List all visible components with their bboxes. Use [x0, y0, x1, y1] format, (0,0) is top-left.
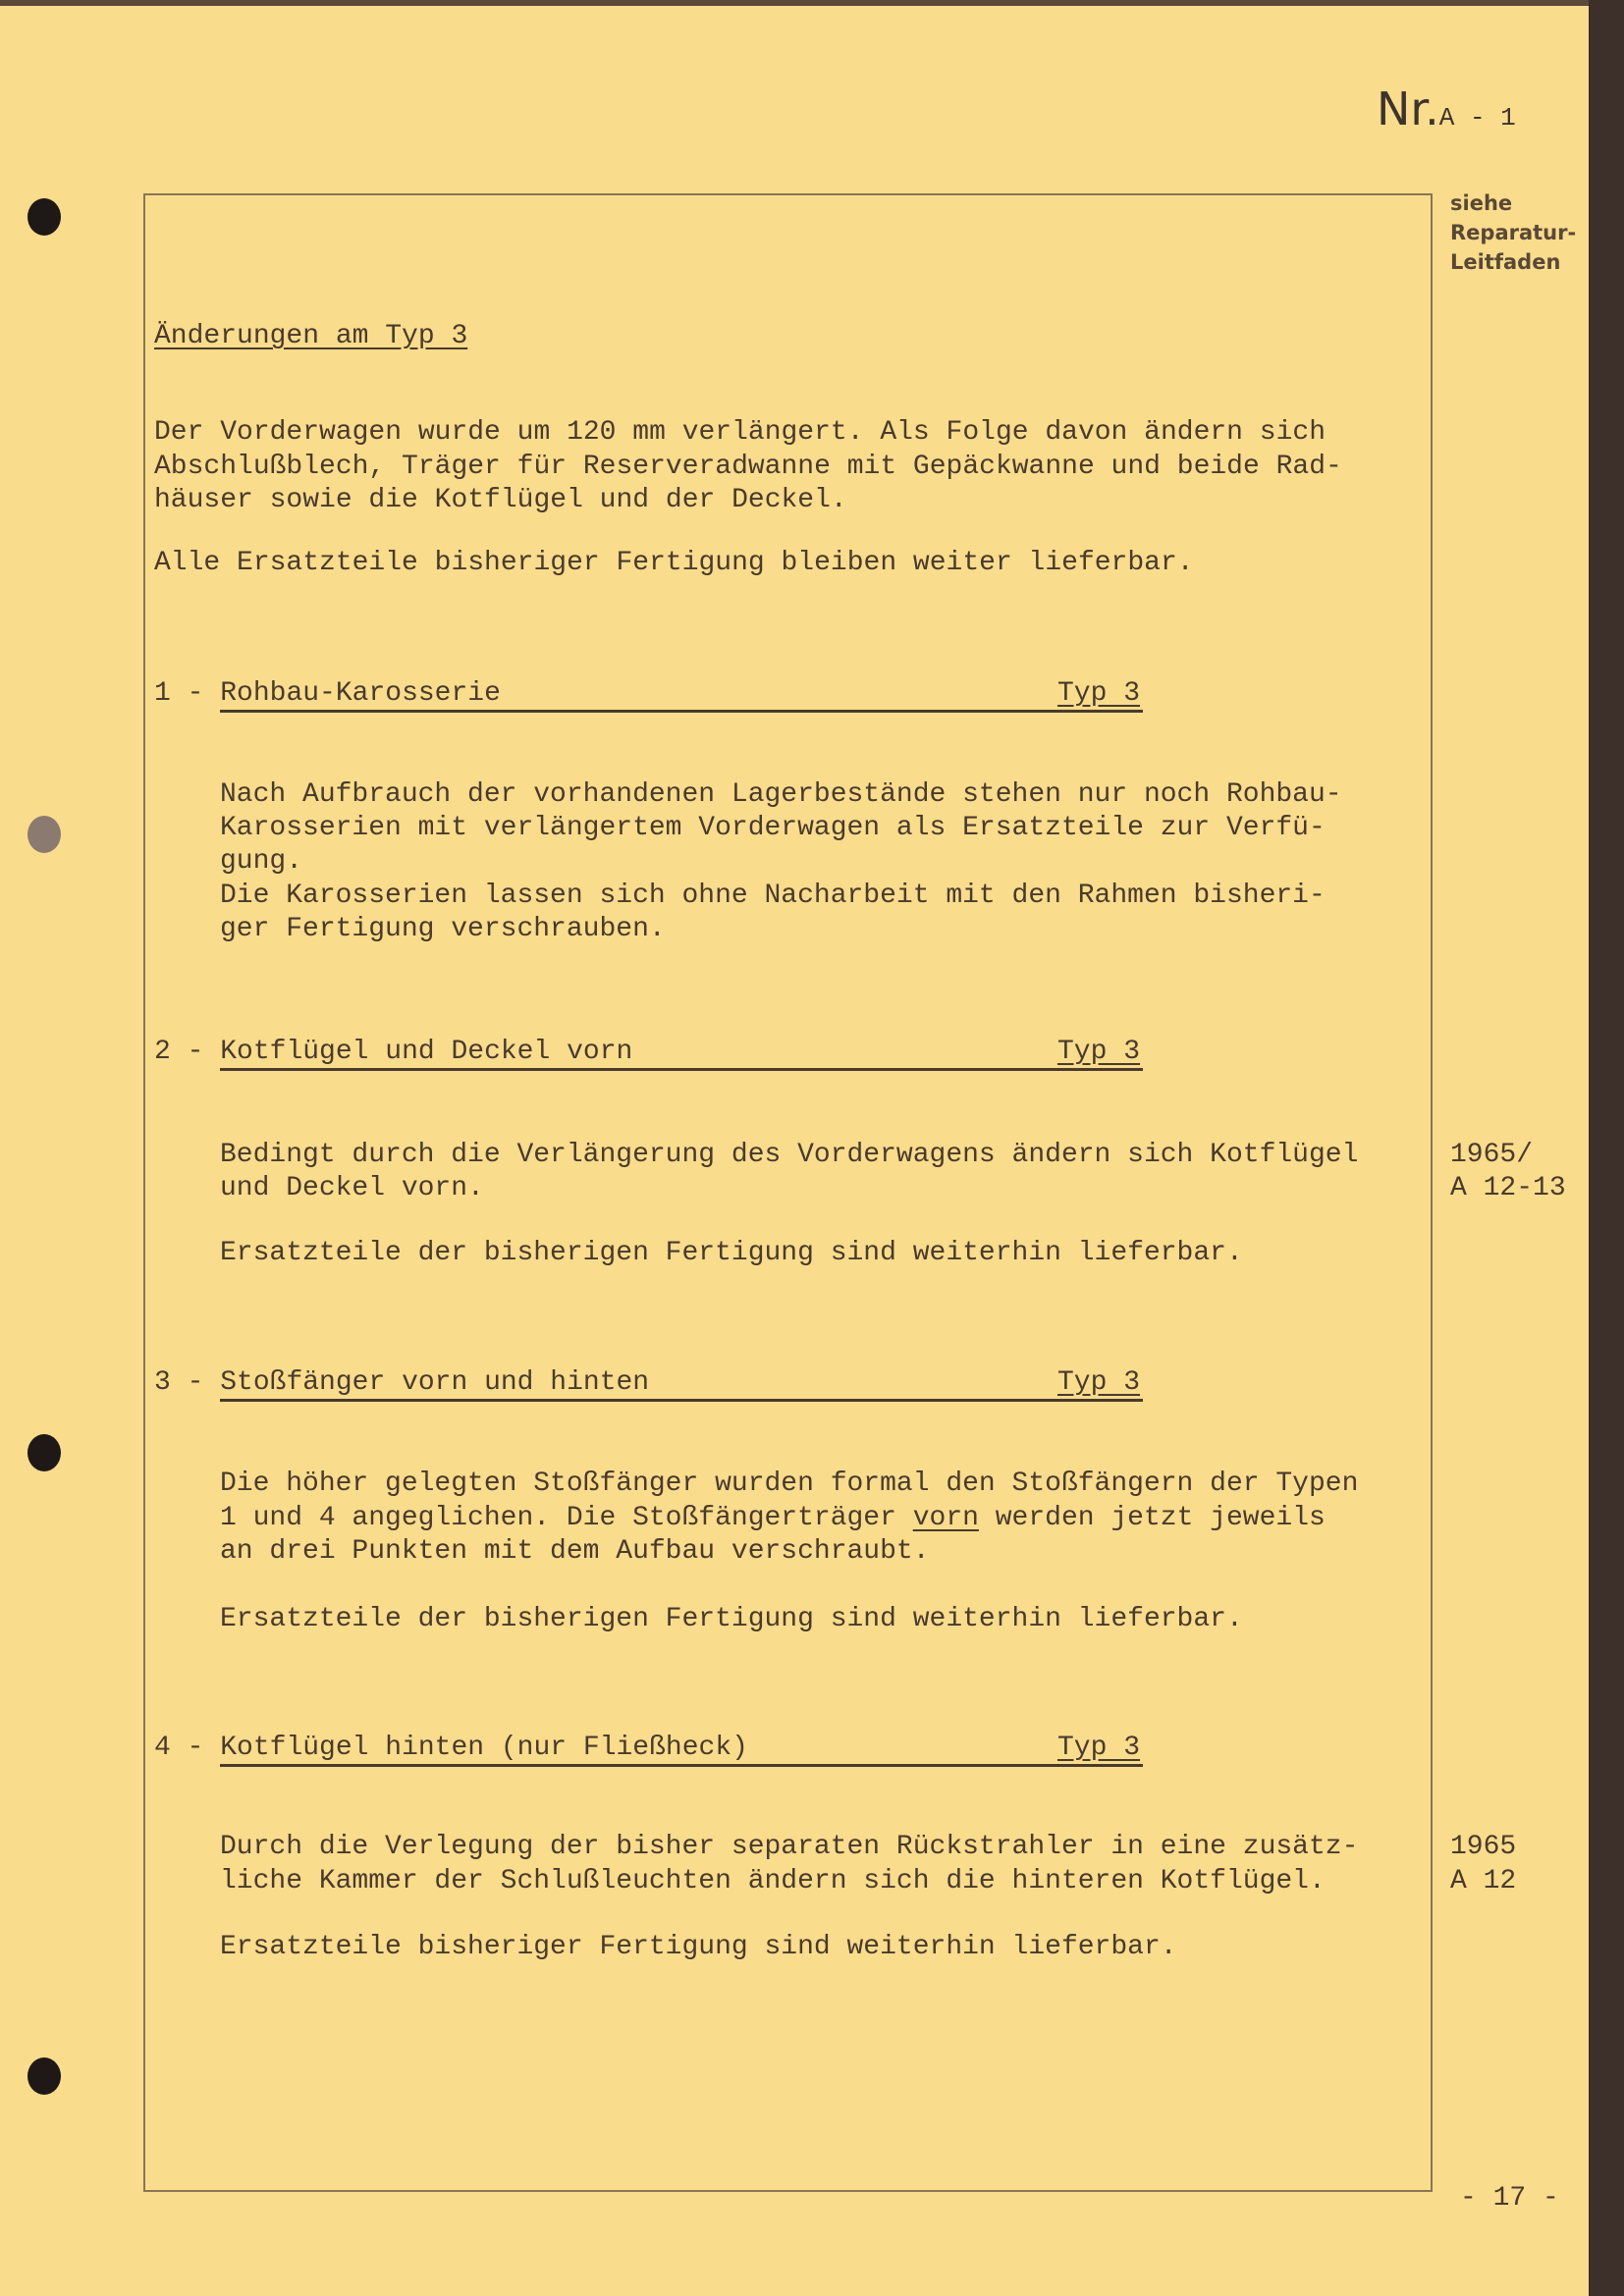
section-underline: [220, 710, 1143, 713]
section-body-line: ger Fertigung verschrauben.: [220, 914, 666, 944]
section-body-line: Nach Aufbrauch der vorhandenen Lagerbestände stehen nur noch Rohbau-: [220, 779, 1342, 810]
margin-reference: 1965: [1450, 1832, 1517, 1862]
section-note: Ersatzteile der bisherigen Fertigung sind weiterhin lieferbar.: [220, 1604, 1243, 1634]
page-title: Änderungen am Typ 3: [154, 321, 468, 351]
intro-note: Alle Ersatzteile bisheriger Fertigung bleiben weiter lieferbar.: [154, 548, 1194, 578]
margin-reference: A 12-13: [1450, 1173, 1566, 1203]
punch-hole: [27, 198, 61, 236]
section-body-line: Durch die Verlegung der bisher separaten Rückstrahler in eine zusätz-: [220, 1832, 1359, 1862]
side-note-line: Leitfaden: [1450, 250, 1561, 274]
section-body-line: Karosserien mit verlängertem Vorderwagen als Ersatzteile zur Verfü-: [220, 813, 1326, 843]
section-body-line: Bedingt durch die Verlängerung des Vorderwagens ändern sich Kotflügel: [220, 1140, 1359, 1170]
document-number: Nr.A - 1: [1377, 82, 1516, 135]
side-note-line: siehe: [1450, 191, 1513, 215]
section-body-line: Die Karosserien lassen sich ohne Nacharbeit mit den Rahmen bisheri-: [220, 881, 1326, 911]
section-type-1: Typ 3: [1057, 678, 1141, 709]
scan-edge-right: [1589, 0, 1624, 2296]
section-underline: [220, 1399, 1143, 1402]
page-number: - 17 -: [1460, 2183, 1559, 2214]
punch-hole: [27, 816, 61, 853]
section-note: Ersatzteile bisheriger Fertigung sind weiterhin lieferbar.: [220, 1932, 1177, 1962]
section-type-2: Typ 3: [1057, 1037, 1141, 1067]
intro-line: häuser sowie die Kotflügel und der Deckel.: [154, 485, 847, 515]
section-body-line: Die höher gelegten Stoßfänger wurden formal den Stoßfängern der Typen: [220, 1468, 1359, 1499]
section-body-line: gung.: [220, 846, 303, 877]
section-body-line: 1 und 4 angeglichen. Die Stoßfängerträger vorn werden jetzt jeweils: [220, 1503, 1326, 1533]
side-note-line: Reparatur-: [1450, 221, 1577, 244]
section-body-line: und Deckel vorn.: [220, 1173, 484, 1203]
side-note: [1450, 188, 1576, 277]
section-type-4: Typ 3: [1057, 1733, 1141, 1763]
emphasis-vorn: vorn: [912, 1503, 979, 1533]
section-heading-2: 2 - Kotflügel und Deckel vorn: [154, 1037, 633, 1067]
section-heading-4: 4 - Kotflügel hinten (nur Fließheck): [154, 1733, 748, 1763]
section-heading-3: 3 - Stoßfänger vorn und hinten: [154, 1367, 650, 1398]
intro-line: Der Vorderwagen wurde um 120 mm verlängert. Als Folge davon ändern sich: [154, 417, 1326, 448]
punch-hole: [27, 1434, 61, 1471]
section-underline: [220, 1068, 1143, 1071]
section-heading-1: 1 - Rohbau-Karosserie: [154, 678, 501, 709]
section-underline: [220, 1764, 1143, 1767]
section-body-line: liche Kammer der Schlußleuchten ändern sich die hinteren Kotflügel.: [220, 1866, 1326, 1896]
scan-edge-top: [0, 0, 1624, 6]
margin-reference: A 12: [1450, 1866, 1517, 1896]
punch-hole: [27, 2057, 61, 2095]
margin-reference: 1965/: [1450, 1140, 1534, 1170]
section-note: Ersatzteile der bisherigen Fertigung sind weiterhin lieferbar.: [220, 1238, 1243, 1268]
intro-line: Abschlußblech, Träger für Reserveradwanne mit Gepäckwanne und beide Rad-: [154, 452, 1342, 482]
section-type-3: Typ 3: [1057, 1367, 1141, 1398]
section-body-line: an drei Punkten mit dem Aufbau verschraubt.: [220, 1536, 930, 1567]
